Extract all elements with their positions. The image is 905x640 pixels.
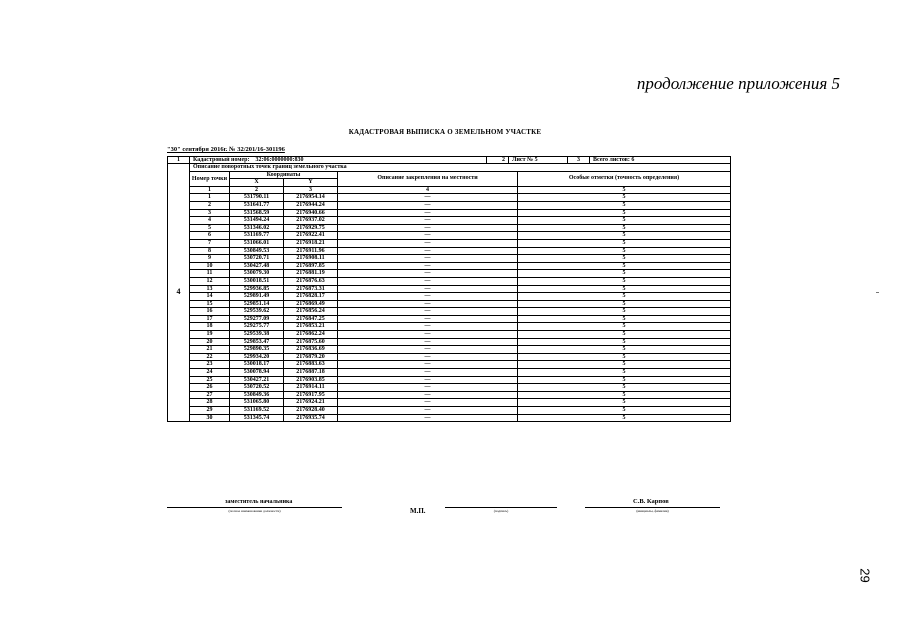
point-number-cell: 27	[190, 391, 230, 399]
point-number-cell: 22	[190, 353, 230, 361]
table-row	[168, 217, 731, 225]
coord-x-cell: 530427.48	[230, 262, 284, 270]
notes-cell: 5	[518, 224, 731, 232]
notes-cell: 5	[518, 255, 731, 263]
coord-x-cell: 531641.77	[230, 201, 284, 209]
column-number-4: 4	[338, 186, 518, 194]
table-row	[168, 239, 731, 247]
desc-cell: —	[338, 315, 518, 323]
desc-cell: —	[338, 277, 518, 285]
coord-y-cell: 2176935.74	[284, 414, 338, 422]
table-row	[168, 224, 731, 232]
signature-line	[445, 507, 557, 508]
desc-cell: —	[338, 239, 518, 247]
point-number-cell: 17	[190, 315, 230, 323]
section-number: 4	[168, 164, 190, 422]
column-number-5: 5	[518, 186, 731, 194]
coord-x-cell: 531066.01	[230, 239, 284, 247]
table-row	[168, 331, 731, 339]
table-row	[168, 247, 731, 255]
scan-artifact	[876, 292, 879, 293]
coord-y-cell: 2176918.21	[284, 239, 338, 247]
coord-y-cell: 2176887.18	[284, 369, 338, 377]
coord-x-cell: 530078.94	[230, 369, 284, 377]
coord-y-cell: 2176876.63	[284, 277, 338, 285]
notes-cell: 5	[518, 239, 731, 247]
coord-x-cell: 531568.59	[230, 209, 284, 217]
coord-x-cell: 530720.71	[230, 255, 284, 263]
coord-x-cell: 531065.80	[230, 399, 284, 407]
point-number-cell: 28	[190, 399, 230, 407]
section-title: Описание поворотных точек границ земельного участка	[190, 164, 731, 172]
table-row	[168, 407, 731, 415]
point-number-cell: 24	[190, 369, 230, 377]
coord-x-cell: 530427.21	[230, 376, 284, 384]
coord-y-cell: 2176917.95	[284, 391, 338, 399]
point-number-cell: 18	[190, 323, 230, 331]
table-row	[168, 209, 731, 217]
coord-y-cell: 2176940.66	[284, 209, 338, 217]
table-row	[168, 194, 731, 202]
signatory-position: заместитель начальника	[225, 499, 293, 505]
notes-cell: 5	[518, 369, 731, 377]
table-row	[168, 361, 731, 369]
notes-cell: 5	[518, 399, 731, 407]
col-notes-header: Особые отметки (точность определения)	[518, 171, 731, 186]
notes-cell: 5	[518, 361, 731, 369]
table-row	[168, 300, 731, 308]
notes-cell: 5	[518, 209, 731, 217]
coord-y-cell: 2176928.40	[284, 407, 338, 415]
coord-y-cell: 2176937.02	[284, 217, 338, 225]
coord-y-cell: 2176944.24	[284, 201, 338, 209]
table-row	[168, 270, 731, 278]
desc-cell: —	[338, 391, 518, 399]
table-row	[168, 399, 731, 407]
table-row	[168, 232, 731, 240]
table-row	[168, 323, 731, 331]
position-line	[167, 507, 342, 508]
coord-y-cell: 2176875.60	[284, 338, 338, 346]
coord-x-cell: 531494.24	[230, 217, 284, 225]
col-coords-header: Координаты	[230, 171, 338, 179]
total-sheets: Всего листов: 6	[590, 157, 731, 164]
point-number-cell: 4	[190, 217, 230, 225]
desc-cell: —	[338, 201, 518, 209]
point-number-cell: 6	[190, 232, 230, 240]
table-row	[168, 277, 731, 285]
point-number-cell: 1	[190, 194, 230, 202]
notes-cell: 5	[518, 201, 731, 209]
desc-cell: —	[338, 293, 518, 301]
col-x-header: X	[230, 179, 284, 187]
table-row	[168, 255, 731, 263]
table-row	[168, 308, 731, 316]
desc-cell: —	[338, 353, 518, 361]
coord-x-cell: 529275.77	[230, 323, 284, 331]
point-number-cell: 10	[190, 262, 230, 270]
coord-y-cell: 2176873.31	[284, 285, 338, 293]
coord-x-cell: 529851.14	[230, 300, 284, 308]
signatory-name: С.В. Карпов	[633, 498, 669, 505]
notes-cell: 5	[518, 232, 731, 240]
desc-cell: —	[338, 331, 518, 339]
continuation-note: продолжение приложения 5	[636, 74, 840, 93]
desc-cell: —	[338, 384, 518, 392]
table-row	[168, 285, 731, 293]
desc-cell: —	[338, 323, 518, 331]
document-title: КАДАСТРОВАЯ ВЫПИСКА О ЗЕМЕЛЬНОМ УЧАСТКЕ	[348, 128, 542, 136]
point-number-cell: 29	[190, 407, 230, 415]
coord-x-cell: 529934.20	[230, 353, 284, 361]
desc-cell: —	[338, 262, 518, 270]
table-row	[168, 414, 731, 422]
coord-y-cell: 2176853.21	[284, 323, 338, 331]
point-number-cell: 3	[190, 209, 230, 217]
coord-y-cell: 2176954.14	[284, 194, 338, 202]
coord-y-cell: 2176869.49	[284, 300, 338, 308]
header-num-3: 3	[568, 157, 590, 164]
header-num-1: 1	[168, 157, 190, 164]
sheet-number: Лист № 5	[509, 157, 568, 164]
point-number-cell: 7	[190, 239, 230, 247]
point-number-cell: 21	[190, 346, 230, 354]
point-number-cell: 11	[190, 270, 230, 278]
desc-cell: —	[338, 308, 518, 316]
desc-cell: —	[338, 414, 518, 422]
coord-y-cell: 2176847.25	[284, 315, 338, 323]
position-caption: (полное наименование должности)	[228, 509, 281, 513]
point-number-cell: 5	[190, 224, 230, 232]
notes-cell: 5	[518, 384, 731, 392]
coord-x-cell: 530849.36	[230, 391, 284, 399]
coord-x-cell: 531790.11	[230, 194, 284, 202]
desc-cell: —	[338, 399, 518, 407]
cadastral-number-value: 32:06:0000000:830	[253, 157, 487, 164]
notes-cell: 5	[518, 217, 731, 225]
notes-cell: 5	[518, 270, 731, 278]
coord-y-cell: 2176924.21	[284, 399, 338, 407]
table-row	[168, 315, 731, 323]
cadastral-number-label: Кадастровый номер:	[190, 157, 253, 164]
coord-y-cell: 2176836.69	[284, 346, 338, 354]
column-number-1: 1	[190, 186, 230, 194]
point-number-cell: 12	[190, 277, 230, 285]
coord-y-cell: 2176911.96	[284, 247, 338, 255]
coord-x-cell: 529936.85	[230, 285, 284, 293]
coord-y-cell: 2176856.24	[284, 308, 338, 316]
point-number-cell: 23	[190, 361, 230, 369]
coord-y-cell: 2176883.63	[284, 361, 338, 369]
table-row	[168, 384, 731, 392]
desc-cell: —	[338, 376, 518, 384]
table-row	[168, 346, 731, 354]
desc-cell: —	[338, 361, 518, 369]
table-row	[168, 201, 731, 209]
desc-cell: —	[338, 255, 518, 263]
desc-cell: —	[338, 346, 518, 354]
table-row	[168, 338, 731, 346]
table-row	[168, 353, 731, 361]
coord-x-cell: 530018.17	[230, 361, 284, 369]
notes-cell: 5	[518, 262, 731, 270]
coord-x-cell: 529891.49	[230, 293, 284, 301]
table-row	[168, 391, 731, 399]
notes-cell: 5	[518, 376, 731, 384]
point-number-cell: 16	[190, 308, 230, 316]
notes-cell: 5	[518, 285, 731, 293]
desc-cell: —	[338, 209, 518, 217]
col-point-header: Номер точки	[190, 171, 230, 186]
notes-cell: 5	[518, 315, 731, 323]
name-caption: (инициалы, фамилия)	[636, 509, 669, 513]
point-number-cell: 20	[190, 338, 230, 346]
desc-cell: —	[338, 285, 518, 293]
col-y-header: Y	[284, 179, 338, 187]
notes-cell: 5	[518, 194, 731, 202]
notes-cell: 5	[518, 323, 731, 331]
coord-y-cell: 2176914.11	[284, 384, 338, 392]
notes-cell: 5	[518, 331, 731, 339]
coord-x-cell: 531345.74	[230, 414, 284, 422]
coord-x-cell: 529539.62	[230, 308, 284, 316]
coordinates-table	[167, 163, 731, 422]
desc-cell: —	[338, 270, 518, 278]
coord-x-cell: 529277.09	[230, 315, 284, 323]
coord-x-cell: 530720.52	[230, 384, 284, 392]
coord-y-cell: 2176922.41	[284, 232, 338, 240]
desc-cell: —	[338, 300, 518, 308]
coord-y-cell: 2176929.75	[284, 224, 338, 232]
date-and-number: "30" сентября 2016г. № 32/201/16-301196	[167, 146, 285, 153]
desc-cell: —	[338, 194, 518, 202]
point-number-cell: 9	[190, 255, 230, 263]
column-number-2: 2	[230, 186, 284, 194]
point-number-cell: 15	[190, 300, 230, 308]
desc-cell: —	[338, 338, 518, 346]
table-row	[168, 376, 731, 384]
point-number-cell: 26	[190, 384, 230, 392]
coord-x-cell: 531169.52	[230, 407, 284, 415]
coord-x-cell: 531169.77	[230, 232, 284, 240]
col-desc-header: Описание закрепления на местности	[338, 171, 518, 186]
signature-caption: (подпись)	[493, 509, 509, 513]
table-row	[168, 293, 731, 301]
coord-x-cell: 530849.53	[230, 247, 284, 255]
notes-cell: 5	[518, 346, 731, 354]
coord-y-cell: 2176903.85	[284, 376, 338, 384]
notes-cell: 5	[518, 407, 731, 415]
point-number-cell: 13	[190, 285, 230, 293]
notes-cell: 5	[518, 293, 731, 301]
desc-cell: —	[338, 224, 518, 232]
desc-cell: —	[338, 232, 518, 240]
desc-cell: —	[338, 247, 518, 255]
header-num-2: 2	[487, 157, 509, 164]
notes-cell: 5	[518, 247, 731, 255]
coord-y-cell: 2176908.11	[284, 255, 338, 263]
point-number-cell: 8	[190, 247, 230, 255]
notes-cell: 5	[518, 353, 731, 361]
notes-cell: 5	[518, 300, 731, 308]
notes-cell: 5	[518, 338, 731, 346]
coord-x-cell: 530079.30	[230, 270, 284, 278]
coord-x-cell: 530018.51	[230, 277, 284, 285]
coord-x-cell: 529890.35	[230, 346, 284, 354]
point-number-cell: 14	[190, 293, 230, 301]
page-number: 29	[857, 568, 873, 583]
point-number-cell: 19	[190, 331, 230, 339]
column-number-3: 3	[284, 186, 338, 194]
coord-y-cell: 2176862.24	[284, 331, 338, 339]
point-number-cell: 25	[190, 376, 230, 384]
coord-y-cell: 2176881.19	[284, 270, 338, 278]
point-number-cell: 30	[190, 414, 230, 422]
coord-x-cell: 529853.47	[230, 338, 284, 346]
coord-y-cell: 2176828.17	[284, 293, 338, 301]
point-number-cell: 2	[190, 201, 230, 209]
name-line	[585, 507, 720, 508]
notes-cell: 5	[518, 391, 731, 399]
desc-cell: —	[338, 217, 518, 225]
coord-x-cell: 531346.02	[230, 224, 284, 232]
notes-cell: 5	[518, 277, 731, 285]
notes-cell: 5	[518, 308, 731, 316]
stamp-place: М.П.	[410, 507, 426, 515]
coord-y-cell: 2176879.20	[284, 353, 338, 361]
desc-cell: —	[338, 407, 518, 415]
desc-cell: —	[338, 369, 518, 377]
coord-x-cell: 529539.38	[230, 331, 284, 339]
table-row	[168, 369, 731, 377]
table-row	[168, 262, 731, 270]
notes-cell: 5	[518, 414, 731, 422]
coord-y-cell: 2176897.85	[284, 262, 338, 270]
